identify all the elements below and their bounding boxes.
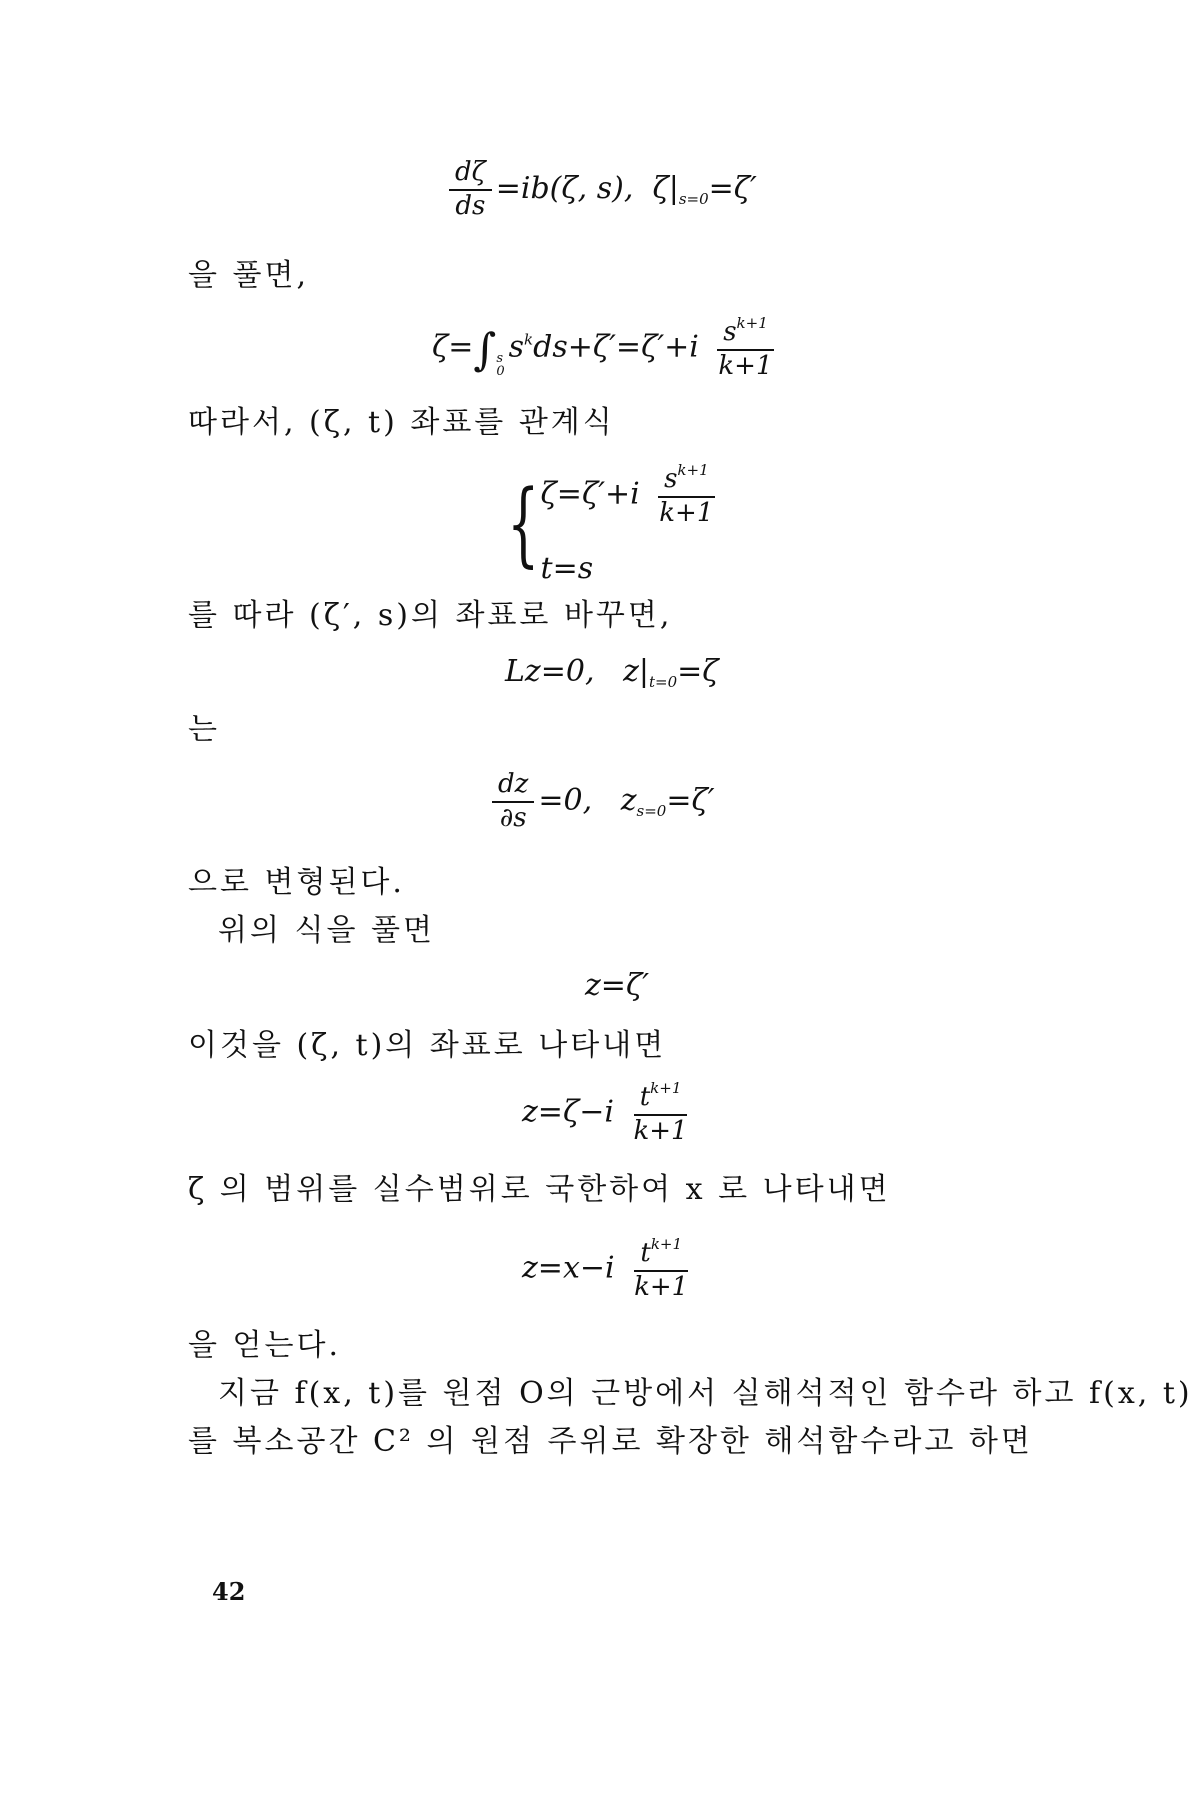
fraction <box>628 1236 694 1303</box>
integral-lower: 0 <box>496 364 505 380</box>
equation-5 <box>488 770 715 834</box>
equation-middle: ds+ζ′=ζ′+i <box>533 329 699 365</box>
denominator: k+1 <box>718 350 773 381</box>
paragraph-1: 을 풀면, <box>188 258 310 293</box>
denominator: k+1 <box>659 497 714 528</box>
fraction <box>449 158 492 222</box>
numerator: dζ <box>449 158 492 191</box>
integral-sign: ∫ <box>473 324 497 376</box>
equation-1: $\frac{d\zeta}{ds}$ =ib(ζ, s), $\zeta|_{s=0}=\zeta'$ <box>445 158 757 222</box>
numerator-base: s <box>664 464 678 494</box>
numerator-exponent: k+1 <box>650 1079 682 1097</box>
equation-rhs-2: =ζ′ <box>666 782 715 818</box>
equation-6: z=ζ′ <box>585 968 650 1003</box>
equation-subscript: t=0 <box>649 673 678 691</box>
system-row-2: t=s <box>540 550 594 586</box>
numerator-exponent: k+1 <box>736 314 768 332</box>
numerator-base: t <box>639 1082 651 1112</box>
equation-lhs: ζ= <box>432 329 474 365</box>
equation-variable: z <box>623 654 639 689</box>
paragraph-5: 으로 변형된다. <box>188 865 405 900</box>
paragraph-10: 지금 f(x, t)를 원점 O의 근방에서 실해석적인 함수라 하고 f(x, t) <box>218 1376 1193 1411</box>
fraction <box>653 462 719 529</box>
numerator-exponent: k+1 <box>650 1235 683 1253</box>
integral-limits <box>496 352 504 378</box>
denominator: k+1 <box>634 1271 689 1302</box>
equation-8 <box>522 1236 698 1303</box>
equation-7 <box>522 1080 698 1147</box>
equation-4: Lz=0, $z|_{t=0}=\zeta$ <box>505 654 719 691</box>
equation-lhs: z=ζ−i <box>522 1094 614 1130</box>
page-number: 42 <box>212 1577 246 1606</box>
equation-2 <box>432 315 783 382</box>
numerator: dz <box>492 770 534 803</box>
denominator: ds <box>455 190 486 221</box>
numerator <box>634 1236 688 1272</box>
equation-lhs: z=x−i <box>522 1250 615 1286</box>
denominator: ∂s <box>499 802 527 833</box>
paragraph-4: 는 <box>188 712 220 747</box>
numerator-base: t <box>640 1238 651 1268</box>
equation-lhs: Lz=0, <box>505 654 595 689</box>
integrand: s <box>508 329 525 365</box>
equation-variable: z <box>620 782 637 818</box>
equation-3-system <box>494 462 723 587</box>
numerator-base: s <box>723 317 737 347</box>
paragraph-3: 를 따라 (ζ′, s)의 좌표로 바꾸면, <box>188 598 673 633</box>
integrand-exponent: k <box>524 330 534 349</box>
paragraph-9: 을 얻는다. <box>188 1328 341 1363</box>
system-rows <box>541 462 724 587</box>
numerator <box>634 1080 688 1116</box>
integral-upper: s <box>496 351 504 367</box>
fraction <box>712 315 778 382</box>
condition-subscript: s=0 <box>678 189 709 208</box>
left-brace: { <box>507 470 540 578</box>
fraction <box>627 1080 693 1147</box>
condition-variable: ζ <box>652 170 669 206</box>
paragraph-2: 따라서, (ζ, t) 좌표를 관계식 <box>188 405 615 440</box>
numerator <box>717 315 774 351</box>
system-row-1 <box>541 462 724 529</box>
condition-rhs: =ζ′ <box>708 170 757 206</box>
paragraph-8: ζ 의 범위를 실수범위로 국한하여 x 로 나타내면 <box>188 1172 891 1207</box>
numerator-exponent: k+1 <box>677 461 709 479</box>
row1-left: ζ=ζ′+i <box>540 476 640 512</box>
paragraph-7: 이것을 (ζ, t)의 좌표로 나타내면 <box>188 1028 667 1063</box>
fraction <box>492 770 534 834</box>
paragraph-11: 를 복소공간 C² 의 원점 주위로 확장한 해석함수라고 하면 <box>188 1424 1033 1459</box>
denominator: k+1 <box>633 1115 688 1146</box>
equation-rhs: =ib(ζ, s), <box>495 170 634 206</box>
equation-rhs: =0, <box>538 782 593 818</box>
numerator <box>658 462 715 498</box>
paragraph-6: 위의 식을 풀면 <box>218 913 435 948</box>
equation-rhs: =ζ <box>677 654 719 689</box>
equation-subscript: s=0 <box>636 801 667 820</box>
